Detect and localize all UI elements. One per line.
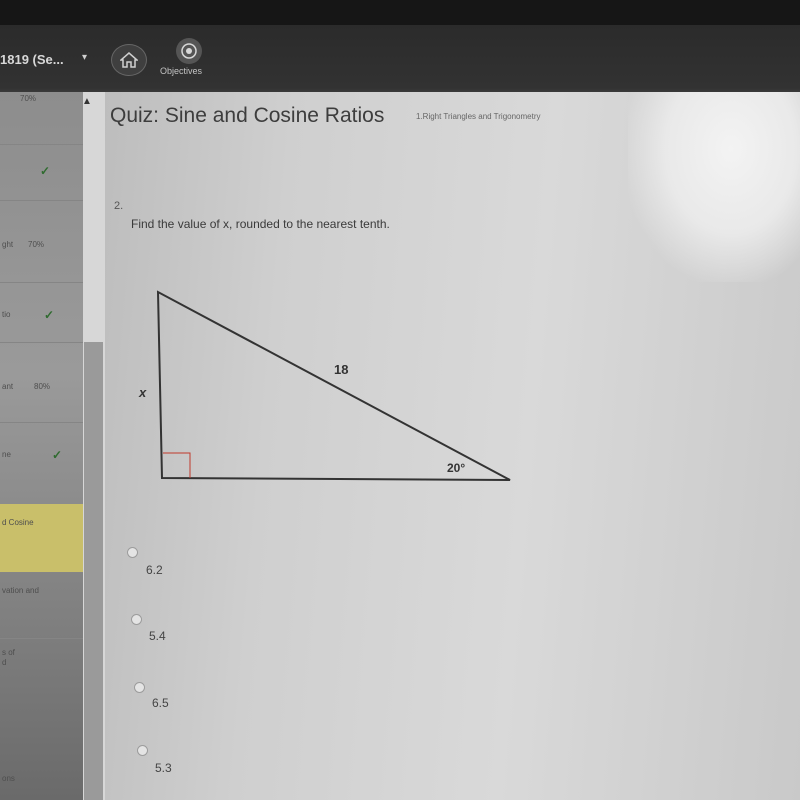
question-number: 2. <box>114 200 124 212</box>
quiz-subtitle: 1.Right Triangles and Trigonometry <box>416 112 541 121</box>
chevron-down-icon[interactable]: ▾ <box>82 52 88 63</box>
sidebar-item[interactable]: ons <box>2 774 15 783</box>
choice-label-2[interactable]: 5.4 <box>149 629 166 643</box>
side-x-label: x <box>139 385 147 400</box>
check-icon: ✓ <box>52 448 63 462</box>
choice-label-1[interactable]: 6.2 <box>146 563 163 577</box>
choice-label-3[interactable]: 6.5 <box>152 696 169 710</box>
sidebar-item[interactable]: 70% <box>0 92 92 145</box>
objectives-label: Objectives <box>160 66 203 76</box>
sidebar-item-active[interactable]: d Cosine <box>0 504 92 573</box>
sidebar-item[interactable]: vation and <box>0 572 92 639</box>
course-selector[interactable]: 1819 (Se... <box>0 52 64 67</box>
choice-radio-4[interactable] <box>137 745 148 756</box>
choice-label-4[interactable]: 5.3 <box>155 761 172 775</box>
quiz-title: Quiz: Sine and Cosine Ratios <box>110 104 385 127</box>
hypotenuse-label: 18 <box>334 362 349 377</box>
choice-radio-3[interactable] <box>134 682 145 693</box>
sidebar-item[interactable]: s of d <box>2 648 15 667</box>
right-triangle <box>158 292 510 480</box>
check-icon: ✓ <box>40 164 51 178</box>
choice-radio-2[interactable] <box>131 614 142 625</box>
sidebar-item[interactable]: ant 80% <box>0 342 92 423</box>
question-text: Find the value of x, rounded to the nearest tenth. <box>131 217 390 231</box>
check-icon: ✓ <box>44 308 55 322</box>
choice-radio-1[interactable] <box>127 547 138 558</box>
sidebar-item[interactable]: ght 70% <box>0 200 92 283</box>
angle-label: 20° <box>447 461 466 475</box>
scroll-up-icon[interactable]: ▲ <box>82 96 92 107</box>
sidebar-item[interactable]: tio ✓ <box>0 282 92 343</box>
right-angle-marker <box>163 453 190 478</box>
sidebar-item[interactable]: ne ✓ <box>0 422 92 505</box>
